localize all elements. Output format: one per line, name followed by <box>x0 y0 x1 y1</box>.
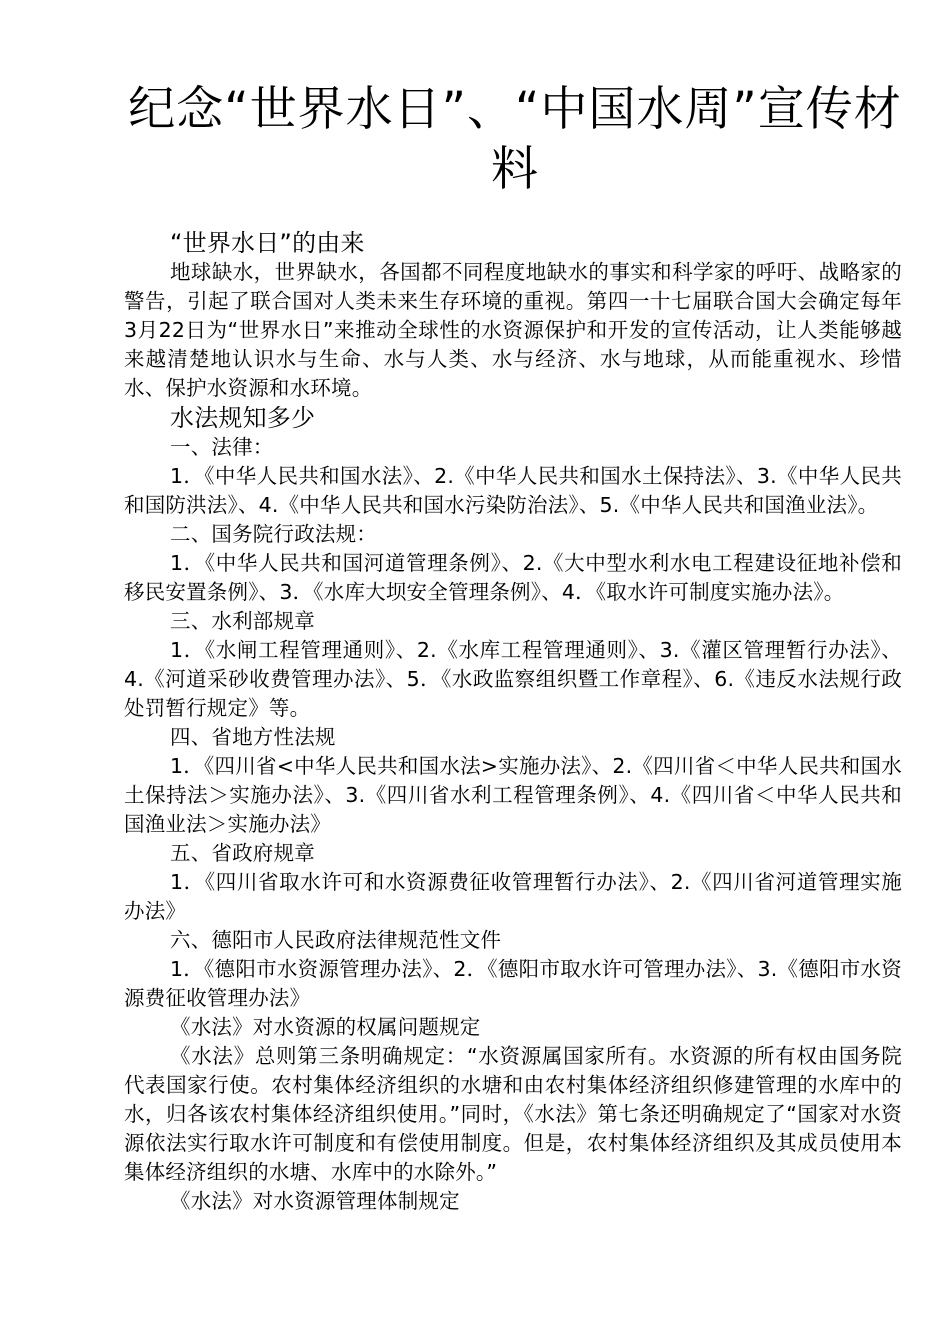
paragraph: 1．《水闸工程管理通则》、2.《水库工程管理通则》、3.《灌区管理暂行办法》、4.《河道采砂收费管理办法》、5．《水政监察组织暨工作章程》、6.《违反水法规行政处罚暂行规定》等。 <box>124 638 902 720</box>
paragraph: 《水法》总则第三条明确规定：“水资源属国家所有。水资源的所有权由国务院代表国家行使。农村集体经济组织的水塘和由农村集体经济组织修建管理的水库中的水，归各该农村集体经济组织使用。”同时，《水法》第七条还明确规定了“国家对水资源依法实行取水许可制度和有偿使用制度。但是，农村集体经济组织及其成员使用本集体经济组织的水塘、水库中的水除外。” <box>124 1044 902 1184</box>
document-title: 纪念“世界水日”、“中国水周”宣传材料 <box>128 82 902 197</box>
subheading: 三、水利部规章 <box>170 609 315 633</box>
subheading: 一、法律： <box>170 435 274 459</box>
paragraph: 1．《四川省<中华人民共和国水法>实施办法》、2.《四川省＜中华人民共和国水土保持法＞实施办法》、3.《四川省水利工程管理条例》、4.《四川省＜中华人民共和国渔业法＞实施办法》 <box>124 754 902 836</box>
subheading: 二、国务院行政法规： <box>170 522 377 546</box>
paragraph: 1．《德阳市水资源管理办法》、2．《德阳市取水许可管理办法》、3.《德阳市水资源费征收管理办法》 <box>124 957 902 1010</box>
section-heading: “世界水日”的由来 <box>170 229 365 257</box>
document-body <box>124 228 902 1216</box>
subheading: 《水法》对水资源管理体制规定 <box>170 1189 460 1213</box>
subheading: 四、省地方性法规 <box>170 725 336 749</box>
subheading: 六、德阳市人民政府法律规范性文件 <box>170 928 502 952</box>
subheading: 五、省政府规章 <box>170 841 315 865</box>
paragraph: 1．《四川省取水许可和水资源费征收管理暂行办法》、2.《四川省河道管理实施办法》 <box>124 870 902 923</box>
section-heading: 水法规知多少 <box>170 404 316 432</box>
paragraph: 1．《中华人民共和国河道管理条例》、2.《大中型水利水电工程建设征地补偿和移民安置条例》、3．《水库大坝安全管理条例》、4．《取水许可制度实施办法》。 <box>124 551 902 604</box>
subheading: 《水法》对水资源的权属问题规定 <box>170 1015 481 1039</box>
paragraph: 地球缺水，世界缺水，各国都不同程度地缺水的事实和科学家的呼吁、战略家的警告，引起了联合国对人类未来生存环境的重视。第四一十七届联合国大会确定每年3月22日为“世界水日”来推动全球性的水资源保护和开发的宣传活动，让人类能够越来越清楚地认识水与生命、水与人类、水与经济、水与地球，从而能重视水、珍惜水、保护水资源和水环境。 <box>124 260 902 400</box>
paragraph: 1．《中华人民共和国水法》、2.《中华人民共和国水土保持法》、3.《中华人民共和国防洪法》、4.《中华人民共和国水污染防治法》、5.《中华人民共和国渔业法》。 <box>124 464 902 517</box>
